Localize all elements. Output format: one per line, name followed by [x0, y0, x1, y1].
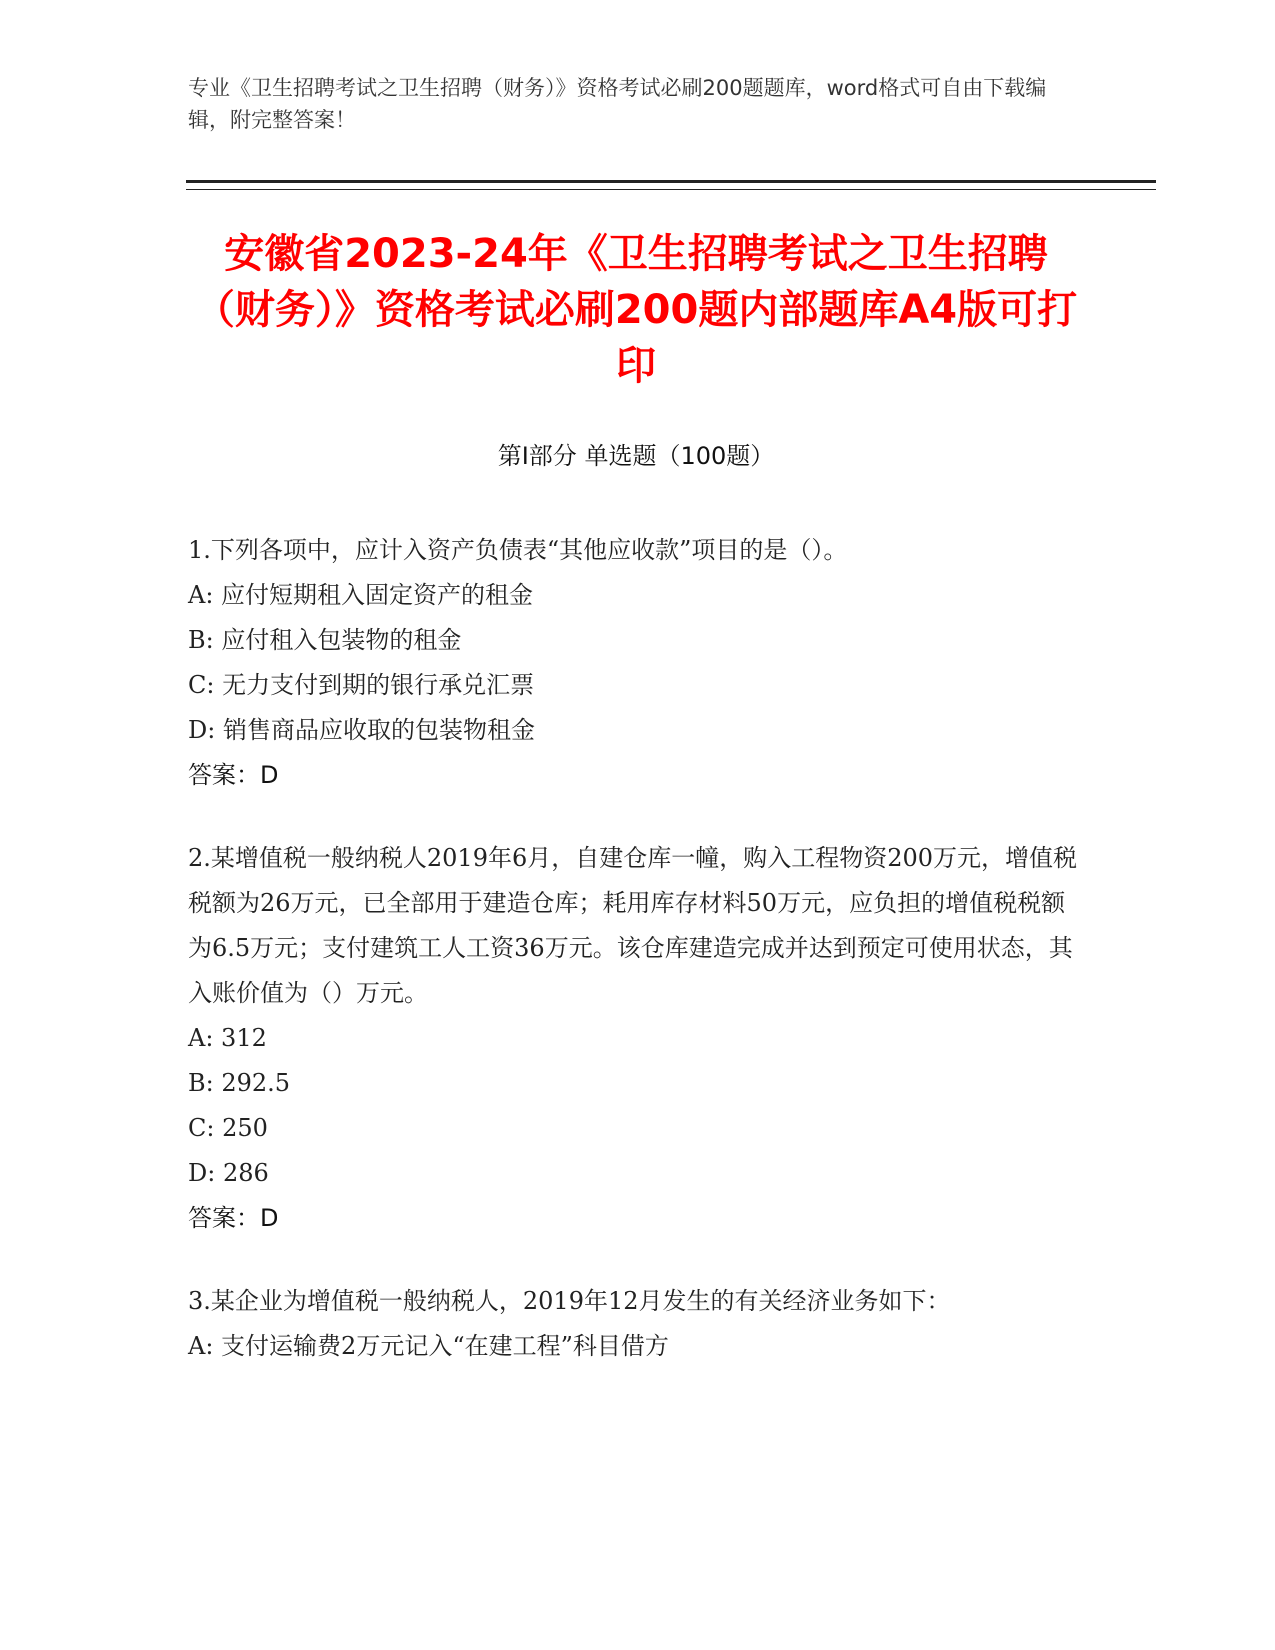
question-3 — [188, 1279, 1078, 1369]
option-b: B: 292.5 — [188, 1069, 291, 1097]
option-d: D: 286 — [188, 1159, 269, 1187]
option-c: C: 250 — [188, 1114, 268, 1142]
header-divider-thin — [186, 189, 1156, 190]
question-stem: 3.某企业为增值税一般纳税人，2019年12月发生的有关经济业务如下： — [188, 1287, 951, 1315]
option-c: C: 无力支付到期的银行承兑汇票 — [188, 671, 535, 699]
option-b: B: 应付租入包装物的租金 — [188, 626, 462, 654]
answer: 答案：D — [188, 761, 279, 789]
question-stem: 2.某增值税一般纳税人2019年6月，自建仓库一幢，购入工程物资200万元，增值税税额为26万元，已全部用于建造仓库；耗用库存材料50万元，应负担的增值税税额为6.5万元；支付建筑工人工资36万元。该仓库建造完成并达到预定可使用状态，其入账价值为（）万元。 — [188, 844, 1078, 1007]
header-note: 专业《卫生招聘考试之卫生招聘（财务）》资格考试必刷200题题库，word格式可自由下载编辑，附完整答案！ — [188, 76, 1047, 132]
question-stem: 1.下列各项中，应计入资产负债表“其他应收款”项目的是（）。 — [188, 536, 848, 564]
question-2 — [188, 836, 1078, 1241]
document-title: 安徽省2023-24年《卫生招聘考试之卫生招聘（财务）》资格考试必刷200题内部题库A4版可打印 — [194, 231, 1078, 389]
header-divider-thick — [186, 180, 1156, 183]
question-list — [188, 528, 1078, 1407]
option-d: D: 销售商品应收取的包装物租金 — [188, 716, 535, 744]
option-a: A: 应付短期租入固定资产的租金 — [188, 581, 534, 609]
question-1 — [188, 528, 1078, 798]
option-a: A: 支付运输费2万元记入“在建工程”科目借方 — [188, 1332, 669, 1360]
answer: 答案：D — [188, 1204, 279, 1232]
section-title: 第I部分 单选题（100题） — [497, 442, 775, 470]
option-a: A: 312 — [188, 1024, 267, 1052]
